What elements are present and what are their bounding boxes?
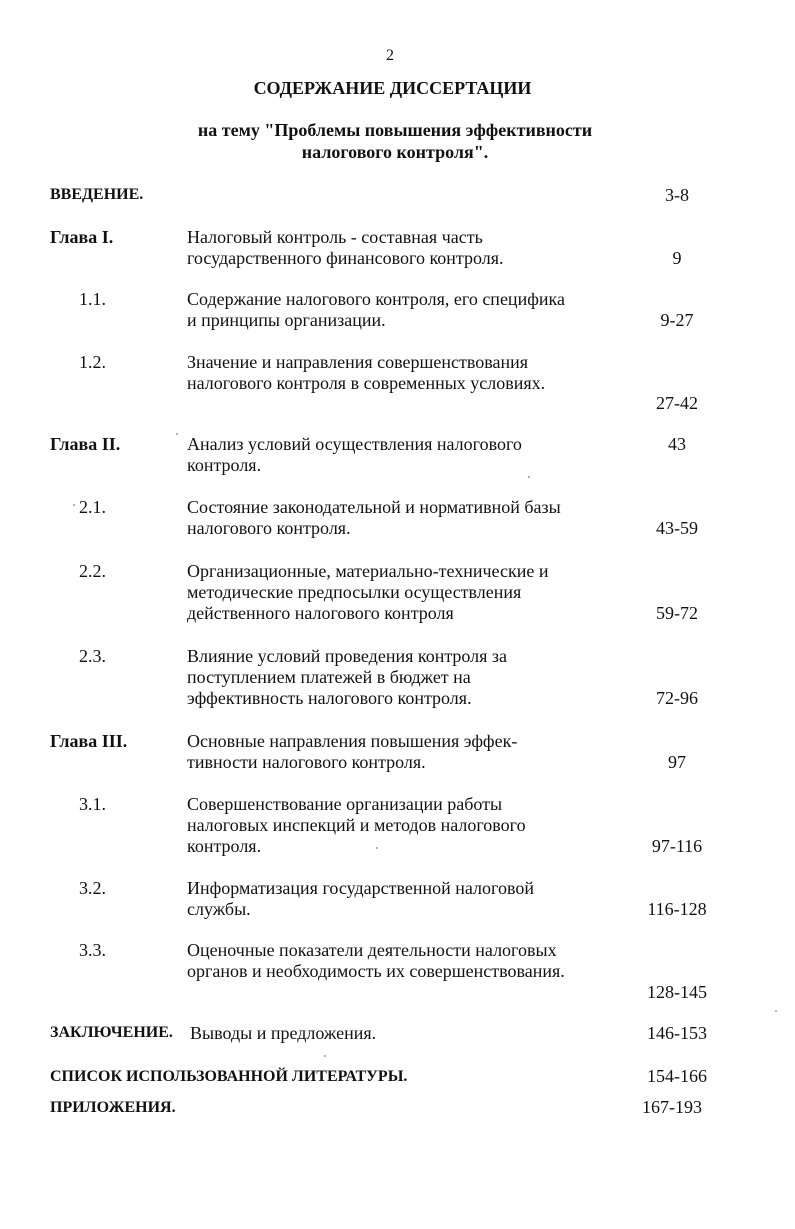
toc-entry-label: 1.1. xyxy=(79,289,106,309)
toc-entry-pages: 9 xyxy=(672,248,682,268)
toc-entry-pages: 97-116 xyxy=(651,836,703,856)
scan-speck xyxy=(775,1010,777,1012)
toc-entry-line: Анализ условий осуществления налогового xyxy=(187,434,522,454)
toc-entry-pages: 128-145 xyxy=(647,982,707,1002)
toc-entry-pages: 27-42 xyxy=(656,393,698,413)
toc-entry-line: Организационные, материально-технические и xyxy=(187,561,549,581)
toc-entry-label: ЗАКЛЮЧЕНИЕ. xyxy=(50,1024,173,1041)
toc-entry-pages: 72-96 xyxy=(656,688,698,708)
toc-entry-label: 3.3. xyxy=(79,940,106,960)
toc-entry-line: и принципы организации. xyxy=(187,310,386,330)
toc-entry-pages: 97 xyxy=(668,752,686,772)
toc-entry-label: 1.2. xyxy=(79,352,106,372)
toc-entry-label: 2.2. xyxy=(79,561,106,581)
toc-entry-line: методические предпосылки осуществления xyxy=(187,582,522,602)
toc-entry-pages: 43-59 xyxy=(656,518,698,538)
toc-entry-line: налоговых инспекций и методов налогового xyxy=(187,815,526,835)
toc-entry-line: контроля. xyxy=(187,455,262,475)
toc-entry-line: Влияние условий проведения контроля за xyxy=(187,646,508,666)
toc-entry-line: органов и необходимость их совершенствования. xyxy=(187,961,565,981)
toc-entry-line: налогового контроля. xyxy=(187,518,351,538)
toc-entry-line: государственного финансового контроля. xyxy=(187,248,504,268)
toc-entry-line: Содержание налогового контроля, его специфика xyxy=(187,289,565,309)
toc-entry-line: Состояние законодательной и нормативной базы xyxy=(187,497,561,517)
toc-entry-pages: 9-27 xyxy=(660,310,694,330)
toc-entry-pages: 43 xyxy=(668,434,686,454)
scan-speck xyxy=(324,1055,326,1057)
page-title: СОДЕРЖАНИЕ ДИССЕРТАЦИИ xyxy=(253,78,532,98)
toc-entry-label: 2.1. xyxy=(79,497,106,517)
toc-entry-label: Глава II. xyxy=(50,434,121,454)
toc-entry-line: Выводы и предложения. xyxy=(190,1023,377,1043)
toc-entry-line: поступлением платежей в бюджет на xyxy=(187,667,471,687)
page-number: 2 xyxy=(386,47,394,64)
toc-entry-label: СПИСОК ИСПОЛЬЗОВАННОЙ ЛИТЕРАТУРЫ. xyxy=(50,1068,408,1085)
toc-entry-label: ВВЕДЕНИЕ. xyxy=(50,186,144,203)
toc-entry-pages: 59-72 xyxy=(656,603,698,623)
toc-entry-label: 3.2. xyxy=(79,878,106,898)
toc-entry-label: 2.3. xyxy=(79,646,106,666)
toc-entry-line: Налоговый контроль - составная часть xyxy=(187,227,483,247)
scan-speck xyxy=(376,847,378,849)
toc-entry-pages: 116-128 xyxy=(647,899,707,919)
toc-entry-pages: 146-153 xyxy=(647,1023,707,1043)
scan-speck xyxy=(528,476,530,478)
toc-entry-pages: 3-8 xyxy=(665,185,689,205)
toc-entry-pages: 167-193 xyxy=(642,1097,702,1117)
toc-entry-line: действенного налогового контроля xyxy=(187,603,454,623)
toc-entry-line: Оценочные показатели деятельности налоговых xyxy=(187,940,557,960)
toc-entry-line: Основные направления повышения эффек- xyxy=(187,731,518,751)
toc-entry-label: Глава III. xyxy=(50,731,128,751)
toc-entry-line: эффективность налогового контроля. xyxy=(187,688,472,708)
subtitle-line-1: на тему "Проблемы повышения эффективности xyxy=(197,120,593,140)
toc-entry-line: Совершенствование организации работы xyxy=(187,794,503,814)
toc-entry-label: 3.1. xyxy=(79,794,106,814)
scan-speck xyxy=(176,433,178,435)
scan-speck xyxy=(73,504,75,506)
toc-entry-line: Информатизация государственной налоговой xyxy=(187,878,534,898)
subtitle-line-2: налогового контроля". xyxy=(301,142,489,162)
toc-entry-line: налогового контроля в современных условиях. xyxy=(187,373,546,393)
toc-entry-line: тивности налогового контроля. xyxy=(187,752,426,772)
toc-entry-label: ПРИЛОЖЕНИЯ. xyxy=(50,1099,176,1116)
toc-entry-line: контроля. xyxy=(187,836,262,856)
toc-entry-pages: 154-166 xyxy=(647,1066,707,1086)
toc-entry-label: Глава I. xyxy=(50,227,114,247)
toc-entry-line: службы. xyxy=(187,899,251,919)
toc-entry-line: Значение и направления совершенствования xyxy=(187,352,529,372)
